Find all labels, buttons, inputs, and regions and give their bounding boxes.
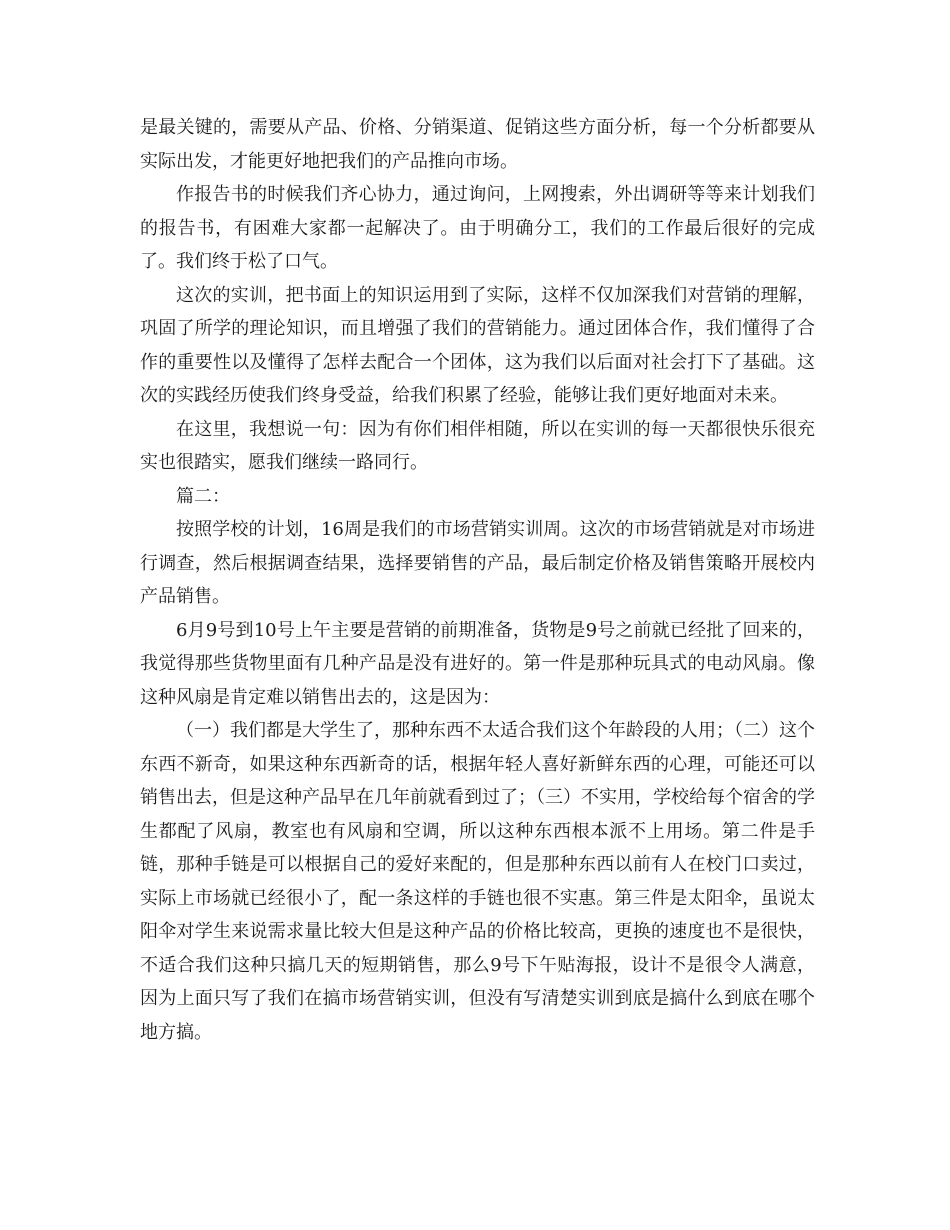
paragraph: 这次的实训，把书面上的知识运用到了实际，这样不仅加深我们对营销的理解，巩固了所学的理论知识，而且增强了我们的营销能力。通过团体合作，我们懂得了合作的重要性以及懂得了怎样去配合一个团体，这为我们以后面对社会打下了基础。这次的实践经历使我们终身受益，给我们积累了经验，能够让我们更好地面对未来。 <box>140 284 815 406</box>
document-body <box>140 111 815 1049</box>
paragraph: 作报告书的时候我们齐心协力，通过询问，上网搜索，外出调研等等来计划我们的报告书，有困难大家都一起解决了。由于明确分工，我们的工作最后很好的完成了。我们终于松了口气。 <box>140 184 815 272</box>
paragraph: 按照学校的计划，16周是我们的市场营销实训周。这次的市场营销就是对市场进行调查，然后根据调查结果，选择要销售的产品，最后制定价格及销售策略开展校内产品销售。 <box>140 519 815 607</box>
paragraph: 在这里，我想说一句：因为有你们相伴相随，所以在实训的每一天都很快乐很充实也很踏实，愿我们继续一路同行。 <box>140 418 815 473</box>
paragraph: 6月9号到10号上午主要是营销的前期准备，货物是9号之前就已经批了回来的，我觉得那些货物里面有几种产品是没有进好的。第一件是那种玩具式的电动风扇。像这种风扇是肯定难以销售出去的，这是因为： <box>140 619 815 708</box>
paragraph: （一）我们都是大学生了，那种东西不太适合我们这个年龄段的人用；（二）这个东西不新奇，如果这种东西新奇的话，根据年轻人喜好新鲜东西的心理，可能还可以销售出去，但是这种产品早在几年前就看到过了；（三）不实用，学校给每个宿舍的学生都配了风扇，教室也有风扇和空调，所以这种东西根本派不上用场。第二件是手链，那种手链是可以根据自己的爱好来配的，但是那种东西以前有人在校门口卖过，实际上市场就已经很小了，配一条这样的手链也很不实惠。第三件是太阳伞，虽说太阳伞对学生来说需求量比较大但是这种产品的价格比较高，更换的速度也不是很快，不适合我们这种只搞几天的短期销售，那么9号下午贴海报，设计不是很令人满意，因为上面只写了我们在搞市场营销实训，但没有写清楚实训到底是搞什么到底在哪个地方搞。 <box>140 720 815 1043</box>
section-heading: 篇二： <box>176 485 230 507</box>
paragraph-continued: 是最关键的，需要从产品、价格、分销渠道、促销这些方面分析，每一个分析都要从实际出发，才能更好地把我们的产品推向市场。 <box>140 117 815 172</box>
